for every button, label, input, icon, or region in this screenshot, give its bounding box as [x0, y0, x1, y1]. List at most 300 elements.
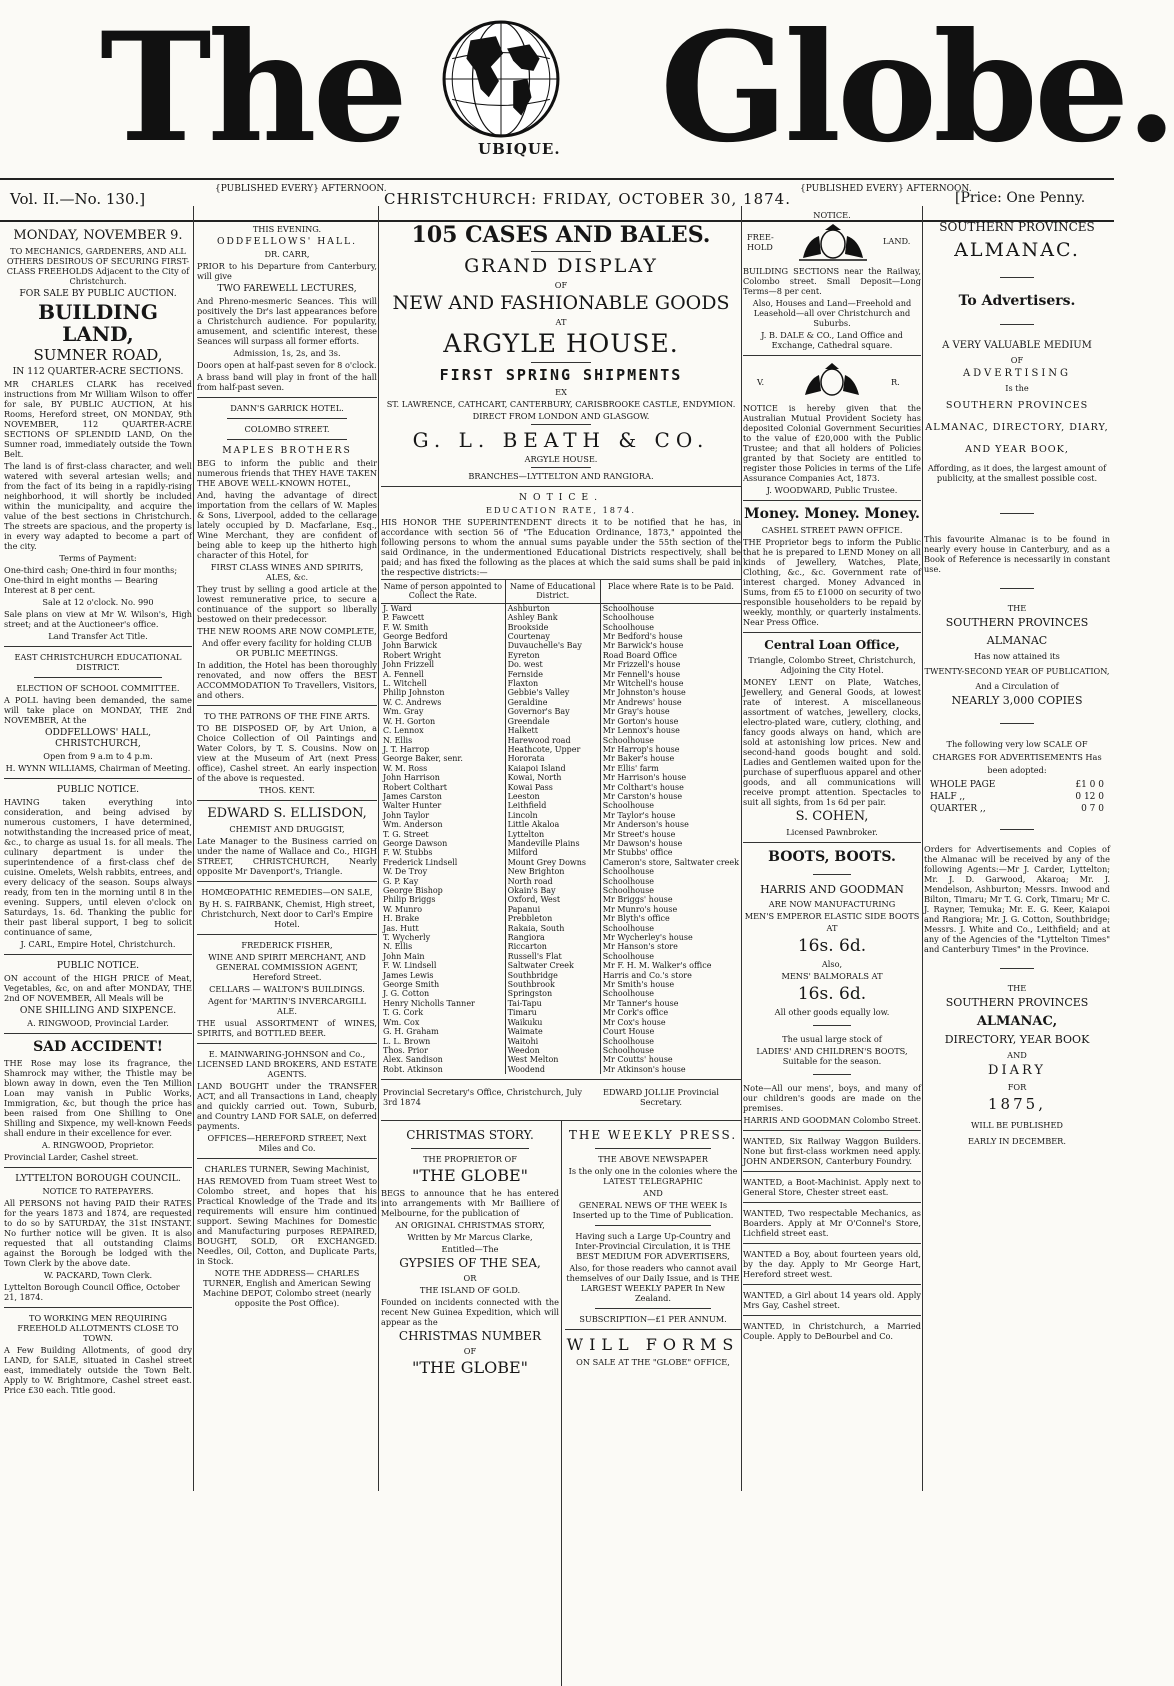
- fairbank-text: By H. S. FAIRBANK, Chemist, High street, Christchurch, Next door to Carl's Empire Hotel.: [198, 899, 376, 929]
- table-row: [381, 736, 741, 745]
- table-row: [381, 632, 741, 641]
- price-1: 16s. 6d.: [797, 936, 867, 956]
- divider: [197, 800, 377, 801]
- table-row: [381, 952, 741, 961]
- table-row: [381, 895, 741, 904]
- masthead-title-left: The: [100, 0, 405, 176]
- carr-text: PRIOR to his Departure from Canterbury, will give: [197, 261, 377, 281]
- new-goods-heading: NEW AND FASHIONABLE GOODS: [392, 292, 730, 314]
- district-name: Waimate: [505, 1027, 600, 1036]
- collector-name: J. T. Harrop: [383, 744, 430, 754]
- begs-text: BEGS to announce that he has entered into arrangements with Mr Bailliere of Melbourne, for the publication of: [381, 1188, 559, 1219]
- on-sale: ON SALE AT THE "GLOBE" OFFICE,: [576, 1357, 730, 1368]
- district-name: Southbrook: [505, 980, 600, 989]
- district-name: Little Akaloa: [505, 820, 600, 829]
- sale-plans: Sale plans on view at Mr W. Wilson's, High street; and at the Auctioneer's office.: [4, 609, 192, 629]
- southern-provinces: SOUTHERN PROVINCES: [939, 220, 1095, 234]
- divider: [531, 467, 591, 468]
- building-land-heading: BUILDING LAND,: [38, 300, 158, 346]
- district-name: Kowai, North: [505, 773, 600, 782]
- rose-place: Provincial Larder, Cashel street.: [4, 1152, 139, 1162]
- sale-intro: TO MECHANICS, GARDENERS, AND ALL OTHERS DESIROUS OF SECURING FIRST-CLASS FREEHOLDS Adjacent to the City of Christchurch.: [6, 246, 190, 286]
- payment-place: Schoolhouse: [600, 623, 741, 632]
- district-name: Heathcote, Upper: [505, 745, 600, 754]
- divider: [813, 874, 851, 875]
- payment-place: Schoolhouse: [600, 924, 741, 933]
- collector-name: T. Wycherly: [383, 933, 431, 943]
- collector-name: C. Lennox: [383, 726, 424, 736]
- collector-name: Wm. Gray: [383, 707, 424, 717]
- almanac-heading: ALMANAC.: [954, 239, 1080, 261]
- divider: [4, 954, 192, 955]
- carl-notice-text: HAVING taken everything into consideration, and being advised by numerous customers, I have determined, notwithstanding the increased price of meat, &c., to charge as usual 1s. for all meals. The culinary department is under the superintendence of a first-class chef de cuisine. Omelets, Welsh rabbits, entrees, and every delicacy of the season. Soups always ready, from ten in the morning until 8 in the evening. Suppers, until eleven o'clock on Saturdays, 1s. 6d. Thanking the public for their past liberal support, I beg to solicit continuance of same,: [4, 797, 192, 937]
- weekly-press-heading: THE WEEKLY PRESS.: [568, 1128, 738, 1143]
- terms-heading: Terms of Payment:: [59, 553, 137, 563]
- payment-place: Mr Cork's office: [600, 1008, 741, 1017]
- place-and-date: CHRISTCHURCH: FRIDAY, OCTOBER 30, 1874.: [384, 190, 791, 208]
- divider: [1000, 277, 1034, 278]
- ellisdon-text: Late Manager to the Business carried on under the name of Wallace and Co., HIGH STREET, CHRISTCHURCH, Nearly opposite Mr Davenport's, Triangle.: [197, 836, 377, 876]
- payment-place: Mr Barwick's house: [600, 641, 741, 650]
- or-label: OR: [463, 1273, 477, 1284]
- rate-amount: £1 0 0: [1075, 780, 1104, 790]
- column-1: [4, 206, 192, 1495]
- table-row: [381, 641, 741, 650]
- oddfellows-hall: ODDFELLOWS' HALL, CHRISTCHURCH,: [44, 727, 152, 749]
- vr-crest-row: [743, 361, 921, 401]
- collector-name: F. W. Smith: [383, 622, 429, 632]
- table-row: [381, 670, 741, 679]
- ship-names: ST. LAWRENCE, CATHCART, CANTERBURY, CARISBROOKE CASTLE, ENDYMION.: [386, 399, 736, 409]
- scale-of-charges: The following very low SCALE OF CHARGES FOR ADVERTISEMENTS Has been adopted:: [932, 739, 1102, 775]
- freehold-label: FREE-HOLD: [747, 232, 774, 252]
- district-name: Geraldine: [505, 698, 600, 707]
- table-row: [381, 745, 741, 754]
- entitled: Entitled—The: [441, 1244, 499, 1255]
- collector-name: Robert Colthart: [383, 782, 447, 792]
- district-name: Brookside: [505, 623, 600, 632]
- wanted-ad-2: WANTED, a Boot-Machinist. Apply next to General Store, Chester street east.: [743, 1177, 921, 1197]
- divider: [411, 1148, 529, 1149]
- district-name: Timaru: [505, 1008, 600, 1017]
- collector-name: Robert Wright: [383, 650, 442, 660]
- payment-place: Mr Ellis' farm: [600, 764, 741, 773]
- will-be-published: WILL BE PUBLISHED: [971, 1120, 1063, 1130]
- payment-place: Mr Munro's house: [600, 905, 741, 914]
- divider: [813, 1025, 851, 1026]
- payment-place: Mr Lennox's house: [600, 726, 741, 735]
- district-name: New Brighton: [505, 867, 600, 876]
- table-row: [381, 660, 741, 669]
- payment-place: Schoolhouse: [600, 867, 741, 876]
- divider: [595, 1308, 711, 1309]
- payment-place: Mr Gray's house: [600, 707, 741, 716]
- dale-signature: J. B. DALE & CO., Land Office and Exchange, Cathedral square.: [761, 330, 903, 350]
- table-row: [381, 811, 741, 820]
- table-row: [381, 1037, 741, 1046]
- collector-name: F. W. Stubbs: [383, 848, 433, 858]
- public-notice-heading-2: PUBLIC NOTICE.: [56, 960, 140, 971]
- club-meetings: And offer every facility for holding CLUB OR PUBLIC MEETINGS.: [202, 638, 372, 658]
- divider: [565, 1329, 741, 1330]
- collector-name: John Main: [383, 951, 425, 961]
- district-name: Halkett: [505, 726, 600, 735]
- district-name: Rakaia, South: [505, 924, 600, 933]
- divider: [1000, 723, 1034, 724]
- east-education-heading: EAST CHRISTCHURCH EDUCATIONAL DISTRICT.: [14, 652, 182, 672]
- collector-name: N. Ellis: [383, 942, 413, 952]
- payment-place: Court House: [600, 1027, 741, 1036]
- collector-name: T. G. Cork: [383, 1008, 424, 1018]
- freehold-crest-row: [743, 222, 921, 264]
- district-name: Gebbie's Valley: [505, 688, 600, 697]
- wanted-ad-4: WANTED a Boy, about fourteen years old, by the day. Apply to Mr George Hart, Hereford street west.: [743, 1249, 921, 1279]
- cohen-name: S. COHEN,: [795, 809, 869, 824]
- globe-icon: [440, 18, 562, 140]
- district-name: Springston: [505, 989, 600, 998]
- table-row: [381, 999, 741, 1008]
- valuable-medium: A VERY VALUABLE MEDIUM: [942, 340, 1092, 351]
- also-text: Also, for those readers who cannot avail themselves of our Daily Issue, and is THE LARGEST WEEKLY PAPER In New Zealand.: [566, 1263, 740, 1304]
- divider: [381, 1079, 741, 1080]
- turner-heading: CHARLES TURNER, Sewing Machinist,: [204, 1164, 370, 1174]
- district-name: Weedon: [505, 1046, 600, 1055]
- table-row: [381, 848, 741, 857]
- of-label: OF: [1010, 355, 1024, 365]
- table-row: [381, 1055, 741, 1064]
- offices: OFFICES—HEREFORD STREET, Next Miles and Co.: [207, 1133, 367, 1153]
- year-1875: 1875,: [988, 1095, 1046, 1113]
- district-name: Lincoln: [505, 811, 600, 820]
- maples-trust: They trust by selling a good article at the lowest remunerative price, to secure a continuance of the support so liberally bestowed on their predecessor.: [197, 584, 377, 624]
- table-row: [381, 820, 741, 829]
- land-description: The land is of first-class character, and well watered with several artesian wells; and from the fact of its being in a rapidly-rising neighborhood, it will shortly be included within the municipality, and acquire the value of the best sections in Christchurch. The streets are spacious, and the property is in every way adapted to become a part of the city.: [4, 461, 192, 551]
- divider: [595, 1225, 711, 1226]
- collector-name: J. Ward: [383, 603, 412, 613]
- circulation-text: Having such a Large Up-Country and Inter-Provincial Circulation, it is THE BEST MEDIUM FOR ADVERTISERS,: [575, 1231, 731, 1262]
- southern-provinces-2: SOUTHERN PROVINCES: [945, 616, 1089, 629]
- chemist-heading: CHEMIST AND DRUGGIST,: [229, 824, 345, 834]
- cases-bales-heading: 105 CASES AND BALES.: [411, 222, 711, 248]
- weekly-press-block: [565, 1126, 741, 1369]
- district-name: Fernside: [505, 670, 600, 679]
- beath-heading: G. L. BEATH & CO.: [412, 428, 710, 452]
- branches: BRANCHES—LYTTELTON AND RANGIORA.: [468, 471, 654, 481]
- payment-place: Mr Gorton's house: [600, 717, 741, 726]
- table-row: [381, 698, 741, 707]
- divider: [743, 500, 921, 501]
- subscription: SUBSCRIPTION—£1 PER ANNUM.: [579, 1314, 727, 1325]
- christmas-number: CHRISTMAS NUMBER: [398, 1329, 542, 1344]
- the-label-2: THE: [1007, 983, 1027, 993]
- table-row: [381, 830, 741, 839]
- christmas-story-heading: CHRISTMAS STORY.: [406, 1128, 534, 1143]
- boots-note: Note—All our mens', boys, and many of our children's goods are made on the premises.: [743, 1083, 921, 1113]
- table-row: [381, 651, 741, 660]
- money-text: THE Proprietor begs to inform the Public that he is prepared to LEND Money on all kinds of Jewellery, Watches, Plate, Clothing, &c., &c. Government rate of interest charged. Money Advanced in Sums, from £5 to £1000 on security of two responsible householders to be repaid by weekly, monthly, or quarterly instalments. Near Press Office.: [743, 537, 921, 627]
- district-name: Oxford, West: [505, 895, 600, 904]
- rate-label: QUARTER ,,: [930, 804, 986, 814]
- education-rate: EDUCATION RATE, 1874.: [485, 505, 637, 515]
- publication-note-right: {PUBLISHED EVERY} AFTERNOON.: [800, 184, 972, 194]
- this-evening: THIS EVENING.: [252, 224, 322, 234]
- collector-name: Thos. Prior: [383, 1045, 428, 1055]
- table-row: [381, 971, 741, 980]
- wanted-ad-3: WANTED, Two respectable Mechanics, as Boarders. Apply at Mr O'Connel's Store, Lichfield street east.: [743, 1208, 921, 1238]
- original-story: AN ORIGINAL CHRISTMAS STORY,: [395, 1220, 545, 1231]
- early-december: EARLY IN DECEMBER.: [968, 1136, 1066, 1146]
- r-label: R.: [891, 377, 900, 387]
- collector-name: James Lewis: [383, 970, 434, 980]
- all-other-goods: All other goods equally low.: [774, 1007, 890, 1017]
- district-name: Milford: [505, 848, 600, 857]
- admission-price: Admission, 1s, 2s, and 3s.: [233, 348, 341, 358]
- southern-provinces-3: SOUTHERN PROVINCES: [945, 996, 1089, 1009]
- wanted-ad-6: WANTED, in Christchurch, a Married Couple. Apply to DeBourbel and Co.: [743, 1321, 921, 1341]
- public-notice-heading: PUBLIC NOTICE.: [56, 784, 140, 795]
- dr-carr: DR. CARR,: [264, 249, 310, 259]
- notice-label: NOTICE.: [813, 210, 851, 220]
- collector-name: John Barwick: [383, 641, 438, 651]
- collector-name: George Dawson: [383, 838, 448, 848]
- divider: [813, 1074, 851, 1075]
- payment-place: Schoolhouse: [600, 613, 741, 622]
- divider: [1000, 829, 1034, 830]
- colombo-street: COLOMBO STREET.: [244, 424, 330, 434]
- woodward-signature: J. WOODWARD, Public Trustee.: [766, 485, 898, 495]
- of-label-2: OF: [463, 1346, 477, 1357]
- payment-place: Schoolhouse: [600, 1046, 741, 1055]
- almanac-full-name: SOUTHERN PROVINCES ALMANAC, DIRECTORY, DIARY, AND YEAR BOOK,: [925, 400, 1109, 455]
- district-name: West Melton: [505, 1055, 600, 1064]
- cellars: CELLARS — WALTON'S BUILDINGS.: [209, 984, 365, 994]
- collector-name: W. M. Ross: [383, 763, 428, 773]
- payment-place: Mr Street's house: [600, 830, 741, 839]
- payment-place: Mr Coutts' house: [600, 1055, 741, 1064]
- cohen-title: Licensed Pawnbroker.: [786, 827, 878, 837]
- price: [Price: One Penny.: [955, 190, 1086, 206]
- maples-brothers: MAPLES BROTHERS: [222, 445, 352, 456]
- land-label: LAND.: [883, 236, 911, 246]
- table-row: [381, 726, 741, 735]
- district-name: Waikuku: [505, 1018, 600, 1027]
- table-row: [381, 839, 741, 848]
- mainwaring-heading: E. MAINWARING-JOHNSON and Co., LICENSED LAND BROKERS, AND ESTATE AGENTS.: [197, 1049, 377, 1079]
- collector-name: Wm. Cox: [383, 1017, 420, 1027]
- collector-name: Philip Briggs: [383, 895, 436, 905]
- district-name: Leeston: [505, 792, 600, 801]
- poll-text: A POLL having been demanded, the same will take place on MONDAY, THE 2nd NOVEMBER, At the: [4, 695, 192, 725]
- table-row: [381, 623, 741, 632]
- payment-place: Mr Witchell's house: [600, 679, 741, 688]
- orders-text: Orders for Advertisements and Copies of the Almanac will be received by any of the following Agents:—Mr J. Carder, Lyttelton; Mr. J. D. Garwood, Akaroa; Mr. J. Mendelson, Ashburton; Messrs. Inwood and Bilton, Timaru; Mr T. G. Cork, Timaru; Mr C. J. Rayner, Temuka; Mr. E. G. Keer, Kaiapoi and Rangiora; Mr. J. G. Cotton, Southbridge; Messrs. J. White and Co., Leithfield; and at any of the Agencies of the "Lyttelton Times" and Canterbury Times" in the Province.: [924, 844, 1110, 954]
- maples-text: BEG to inform the public and their numerous friends that THEY HAVE TAKEN THE ABOVE WELL-KNOWN HOTEL,: [197, 458, 377, 488]
- collector-name: John Harrison: [383, 773, 440, 783]
- table-row: [381, 933, 741, 942]
- payment-place: Mr Fennell's house: [600, 670, 741, 679]
- district-name: Saltwater Creek: [505, 961, 600, 970]
- and-label: AND: [1007, 1050, 1027, 1060]
- carl-signature: J. CARL, Empire Hotel, Christchurch.: [20, 939, 176, 949]
- table-row: [381, 603, 741, 613]
- payment-place: Mr Baker's house: [600, 754, 741, 763]
- at-label: AT: [555, 317, 567, 327]
- divider: [743, 1284, 921, 1285]
- rate-row: [924, 803, 1110, 815]
- rate-label: HALF ,,: [930, 792, 966, 802]
- central-address: Triangle, Colombo Street, Christchurch, Adjoining the City Hotel.: [748, 655, 916, 675]
- table-row: [381, 914, 741, 923]
- masthead-title-right: Globe.: [660, 0, 1174, 176]
- collector-name: Alex. Sandison: [383, 1055, 443, 1065]
- fisher-heading: FREDERICK FISHER,: [241, 940, 333, 950]
- also-label: Also,: [821, 959, 843, 969]
- table-row: [381, 707, 741, 716]
- district-name: Woodend: [505, 1065, 600, 1074]
- jollie-signature: EDWARD JOLLIE Provincial Secretary.: [602, 1087, 720, 1108]
- oddfellows-heading: ODDFELLOWS' HALL.: [216, 236, 358, 247]
- divider: [1000, 513, 1034, 514]
- divider: [1000, 588, 1034, 589]
- divider: [197, 881, 377, 882]
- table-row: [381, 1046, 741, 1055]
- founded-text: Founded on incidents connected with the recent New Guinea Expedition, which will appear as the: [381, 1297, 559, 1328]
- sale-date: MONDAY, NOVEMBER 9.: [13, 228, 183, 243]
- district-name: Leithfield: [505, 801, 600, 810]
- direct-from: DIRECT FROM LONDON AND GLASGOW.: [472, 411, 650, 421]
- pawn-office: CASHEL STREET PAWN OFFICE.: [761, 525, 903, 535]
- payment-place: Harris and Co.'s store: [600, 971, 741, 980]
- district-name: Lyttelton: [505, 830, 600, 839]
- divider: [531, 251, 591, 252]
- rate-list: [924, 779, 1110, 815]
- table-row: [381, 1018, 741, 1027]
- will-forms-heading: WILL FORMS: [566, 1335, 740, 1355]
- divider: [381, 486, 741, 487]
- the-globe-heading: "THE GLOBE": [411, 1166, 529, 1186]
- collector-name: L. L. Brown: [383, 1036, 431, 1046]
- column-4: [743, 206, 921, 1495]
- divider: [197, 397, 377, 398]
- district-name: Waitohi: [505, 1037, 600, 1046]
- table-header: Name of person appointed to Collect the Rate.: [381, 580, 505, 604]
- payment-place: Schoolhouse: [600, 877, 741, 886]
- at-label: AT: [826, 923, 838, 933]
- table-row: [381, 877, 741, 886]
- collector-name: Robt. Atkinson: [383, 1064, 443, 1074]
- page-body: [0, 206, 1114, 1495]
- written-by: Written by Mr Marcus Clarke,: [407, 1232, 533, 1243]
- payment-place: Mr Tanner's house: [600, 999, 741, 1008]
- table-row: [381, 613, 741, 622]
- collector-name: W. De Troy: [383, 867, 428, 877]
- sections-heading: IN 112 QUARTER-ACRE SECTIONS.: [12, 366, 184, 377]
- table-row: [381, 980, 741, 989]
- amp-notice-text: NOTICE is hereby given that the Australian Mutual Provident Society has deposited Colonial Government Securities to the value of £20,000 with the Public Trustee; and that all holders of Policies granted by that Society are entitled to register those Policies in terms of the Life Assurance Companies Act, 1873.: [743, 403, 921, 483]
- sumner-road-heading: SUMNER ROAD,: [33, 346, 163, 364]
- table-row: [381, 942, 741, 951]
- collector-name: J. G. Cotton: [383, 989, 430, 999]
- payment-place: Schoolhouse: [600, 989, 741, 998]
- ringwood-notice-text: ON account of the HIGH PRICE of Meat, Vegetables, &c, on and after MONDAY, THE 2nd OF NOVEMBER, All Meals will be: [4, 973, 192, 1003]
- gypsies-heading: GYPSIES OF THE SEA,: [399, 1256, 541, 1271]
- money-heading: Money. Money. Money.: [744, 506, 920, 522]
- grand-display: GRAND DISPLAY: [464, 255, 658, 277]
- divider: [4, 1307, 192, 1308]
- art-union-text: TO BE DISPOSED OF, by Art Union, a Choice Collection of Oil Paintings and Water Colors, by T. S. Cousins. Now on view at the Museum of Art (next Press office), Cashel street. An early inspection of the above is requested.: [197, 723, 377, 783]
- harris-signature: HARRIS AND GOODMAN Colombo Street.: [743, 1115, 921, 1125]
- diary-label: DIARY: [988, 1063, 1046, 1078]
- favourite-text: This favourite Almanac is to be found in nearly every house in Canterbury, and as a Book of Reference is necessarily in constant use.: [924, 534, 1110, 574]
- payment-place: Mr Taylor's house: [600, 811, 741, 820]
- auction-text: MR CHARLES CLARK has received instructions from Mr William Wilson to offer for sale, BY PUBLIC AUCTION, At his Rooms, Hereford street, ON MONDAY, 9th NOVEMBER, 112 QUARTER-ACRE SECTIONS OF SPLENDID LAND, On the Sumner road, immediately outside the Town Belt.: [4, 379, 192, 459]
- ringwood-price: ONE SHILLING AND SIXPENCE.: [19, 1005, 177, 1016]
- superintendent-text: HIS HONOR THE SUPERINTENDENT directs it to be notified that he has, in accordance with section 56 of "The Education Ordinance, 1873," appointed the following persons to whom the annual sums payable under the 55th section of the said Ordinance, in the undermentioned Educational Districts respectively, shall be paid; and has fixed the following as the places at which the said sums shall be paid in the respective districts:—: [381, 517, 741, 577]
- table-row: [381, 783, 741, 792]
- table-row: [381, 764, 741, 773]
- argyle-house-small: ARGYLE HOUSE.: [524, 454, 598, 464]
- payment-place: Schoolhouse: [600, 952, 741, 961]
- column-2: [197, 206, 377, 1495]
- payment-place: Schoolhouse: [600, 1037, 741, 1046]
- brass-band: A brass band will play in front of the hall from half-past seven.: [197, 372, 377, 392]
- district-name: Flaxton: [505, 679, 600, 688]
- table-row: [381, 924, 741, 933]
- payment-place: Schoolhouse: [600, 801, 741, 810]
- table-row: [381, 905, 741, 914]
- lyttelton-signature: W. PACKARD, Town Clerk.: [43, 1270, 153, 1280]
- rate-row: [924, 779, 1110, 791]
- royal-crest-icon: [795, 224, 871, 262]
- divider: [197, 1043, 377, 1044]
- divider: [743, 355, 921, 356]
- publication-note-left: {PUBLISHED EVERY} AFTERNOON.: [215, 184, 387, 194]
- sad-accident-heading: SAD ACCIDENT!: [33, 1039, 163, 1055]
- payment-place: Mr Harrop's house: [600, 745, 741, 754]
- central-text: MONEY LENT on Plate, Watches, Jewellery, and General Goods, at lowest rate of interest. A miscellaneous assortment of watches, jewellery, clocks, electro-plated ware, cutlery, clothing, and fancy goods always on hand, which are sold at astonishing low prices. New and second-hand goods bought and sold. Ladies and Gentlemen waited upon for the purchase of superfluous apparel and other goods, and all communications will receive prompt attention. Spectacles to suit all sights, from 1s 6d per pair.: [743, 677, 921, 807]
- harris-goodman: HARRIS AND GOODMAN: [760, 883, 904, 896]
- payment-place: Mr Andrews' house: [600, 698, 741, 707]
- bottom-section: [381, 1126, 741, 1686]
- building-sections: BUILDING SECTIONS near the Railway, Colombo street. Small Deposit—Long Terms—8 per cent.: [743, 266, 921, 296]
- notice-ratepayers: NOTICE TO RATEPAYERS.: [42, 1186, 154, 1196]
- divider: [743, 1202, 921, 1203]
- table-row: [381, 792, 741, 801]
- collector-name: P. Fawcett: [383, 613, 425, 623]
- above-newspaper: THE ABOVE NEWSPAPER: [598, 1154, 708, 1165]
- column-5: [924, 206, 1110, 1495]
- of-label: OF: [554, 280, 568, 290]
- divider: [743, 632, 921, 633]
- poll-hours: Open from 9 a.m to 4 p.m.: [43, 751, 153, 761]
- advertising-label: ADVERTISING: [962, 368, 1072, 379]
- land-bought-text: LAND BOUGHT under the TRANSFER ACT, and all Transactions in Land, cheaply and quickly carried out. Town, Suburb, and Country LAND FOR SALE, on deferred payments.: [197, 1081, 377, 1131]
- nearly-copies: NEARLY 3,000 COPIES: [951, 694, 1083, 707]
- collector-name: L. Witchell: [383, 679, 427, 689]
- collector-name: G. H. Graham: [383, 1027, 439, 1037]
- wanted-ad-5: WANTED, a Girl about 14 years old. Apply Mrs Gay, Cashel street.: [743, 1290, 921, 1310]
- divider: [531, 424, 591, 425]
- is-the: Is the: [1005, 383, 1029, 393]
- table-row: [381, 961, 741, 970]
- ringwood-signature: A. RINGWOOD, Provincial Larder.: [27, 1018, 169, 1028]
- collector-name: John Taylor: [383, 810, 430, 820]
- royal-crest-icon: [799, 363, 865, 399]
- payment-place: Road Board Office: [600, 651, 741, 660]
- district-name: Rangiora: [505, 933, 600, 942]
- payment-place: Schoolhouse: [600, 886, 741, 895]
- divider: [743, 1315, 921, 1316]
